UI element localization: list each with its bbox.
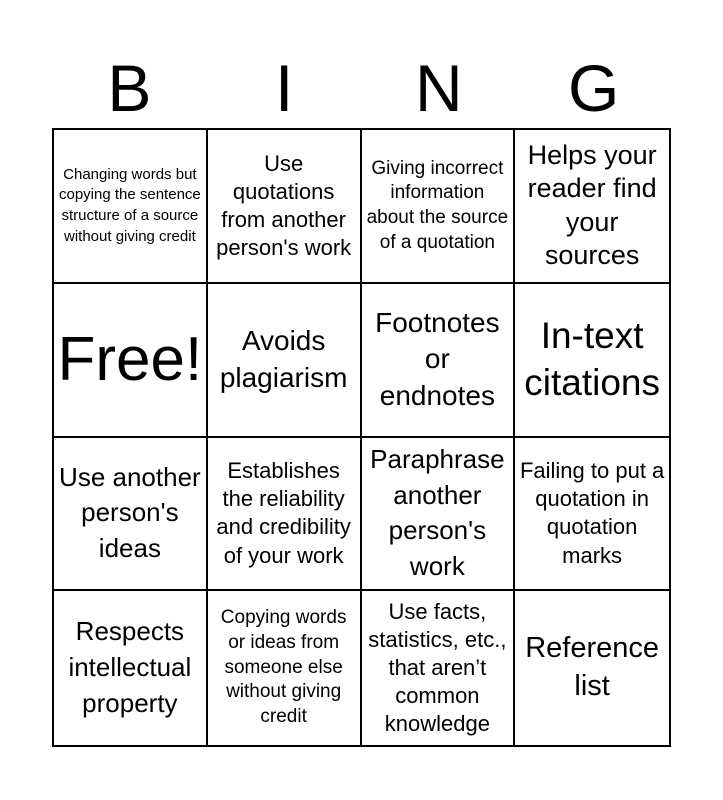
header-letter-b: B (107, 51, 152, 125)
bingo-cell-r4c4[interactable] (515, 591, 669, 745)
bingo-cell-r4c1[interactable] (54, 591, 208, 745)
bingo-cell-text: In-text citations (524, 315, 660, 403)
bingo-cell-text: Failing to put a quotation in quotation marks (519, 458, 665, 568)
bingo-cell-text: Copying words or ideas from someone else without giving credit (220, 607, 347, 728)
bingo-cell-r2c4[interactable] (515, 284, 669, 438)
bingo-cell-text: Footnotes or endnotes (375, 307, 500, 411)
bingo-cell-text: Helps your reader find your sources (527, 139, 657, 271)
bingo-cell-free[interactable] (54, 284, 208, 438)
bingo-header (52, 48, 671, 128)
bingo-cell-text: Giving incorrect information about the source of a quotation (366, 157, 509, 253)
header-letter-g: G (567, 51, 620, 125)
bingo-cell-text: Use quotations from another person's work (216, 150, 352, 261)
bingo-cell-text: Reference list (525, 632, 660, 703)
header-letter-n: N (415, 51, 463, 125)
bingo-cell-r3c3[interactable] (362, 438, 516, 592)
free-space-label: Free! (57, 324, 203, 394)
bingo-cell-r1c1[interactable] (54, 130, 208, 284)
bingo-cell-r2c2[interactable] (208, 284, 362, 438)
bingo-cell-r4c2[interactable] (208, 591, 362, 745)
bingo-cell-r3c4[interactable] (515, 438, 669, 592)
bingo-cell-r2c3[interactable] (362, 284, 516, 438)
bingo-cell-text: Avoids plagiarism (219, 325, 348, 393)
bingo-cell-text: Respects intellectual property (68, 616, 192, 719)
bingo-cell-r4c3[interactable] (362, 591, 516, 745)
bingo-cell-text: Use another person's ideas (59, 461, 201, 564)
bingo-board (52, 128, 671, 747)
bingo-cell-r3c1[interactable] (54, 438, 208, 592)
bingo-cell-text: Changing words but copying the sentence structure of a source without giving credit (58, 165, 201, 245)
bingo-cell-r1c3[interactable] (362, 130, 516, 284)
bingo-cell-text: Establishes the reliability and credibility of your work (216, 458, 351, 568)
bingo-cell-r3c2[interactable] (208, 438, 362, 592)
bingo-cell-r1c2[interactable] (208, 130, 362, 284)
bingo-cell-text: Use facts, statistics, etc., that aren’t common knowledge (368, 598, 507, 737)
header-letter-i: I (274, 51, 294, 125)
bingo-cell-r1c4[interactable] (515, 130, 669, 284)
bingo-cell-text: Paraphrase another person's work (370, 443, 505, 582)
